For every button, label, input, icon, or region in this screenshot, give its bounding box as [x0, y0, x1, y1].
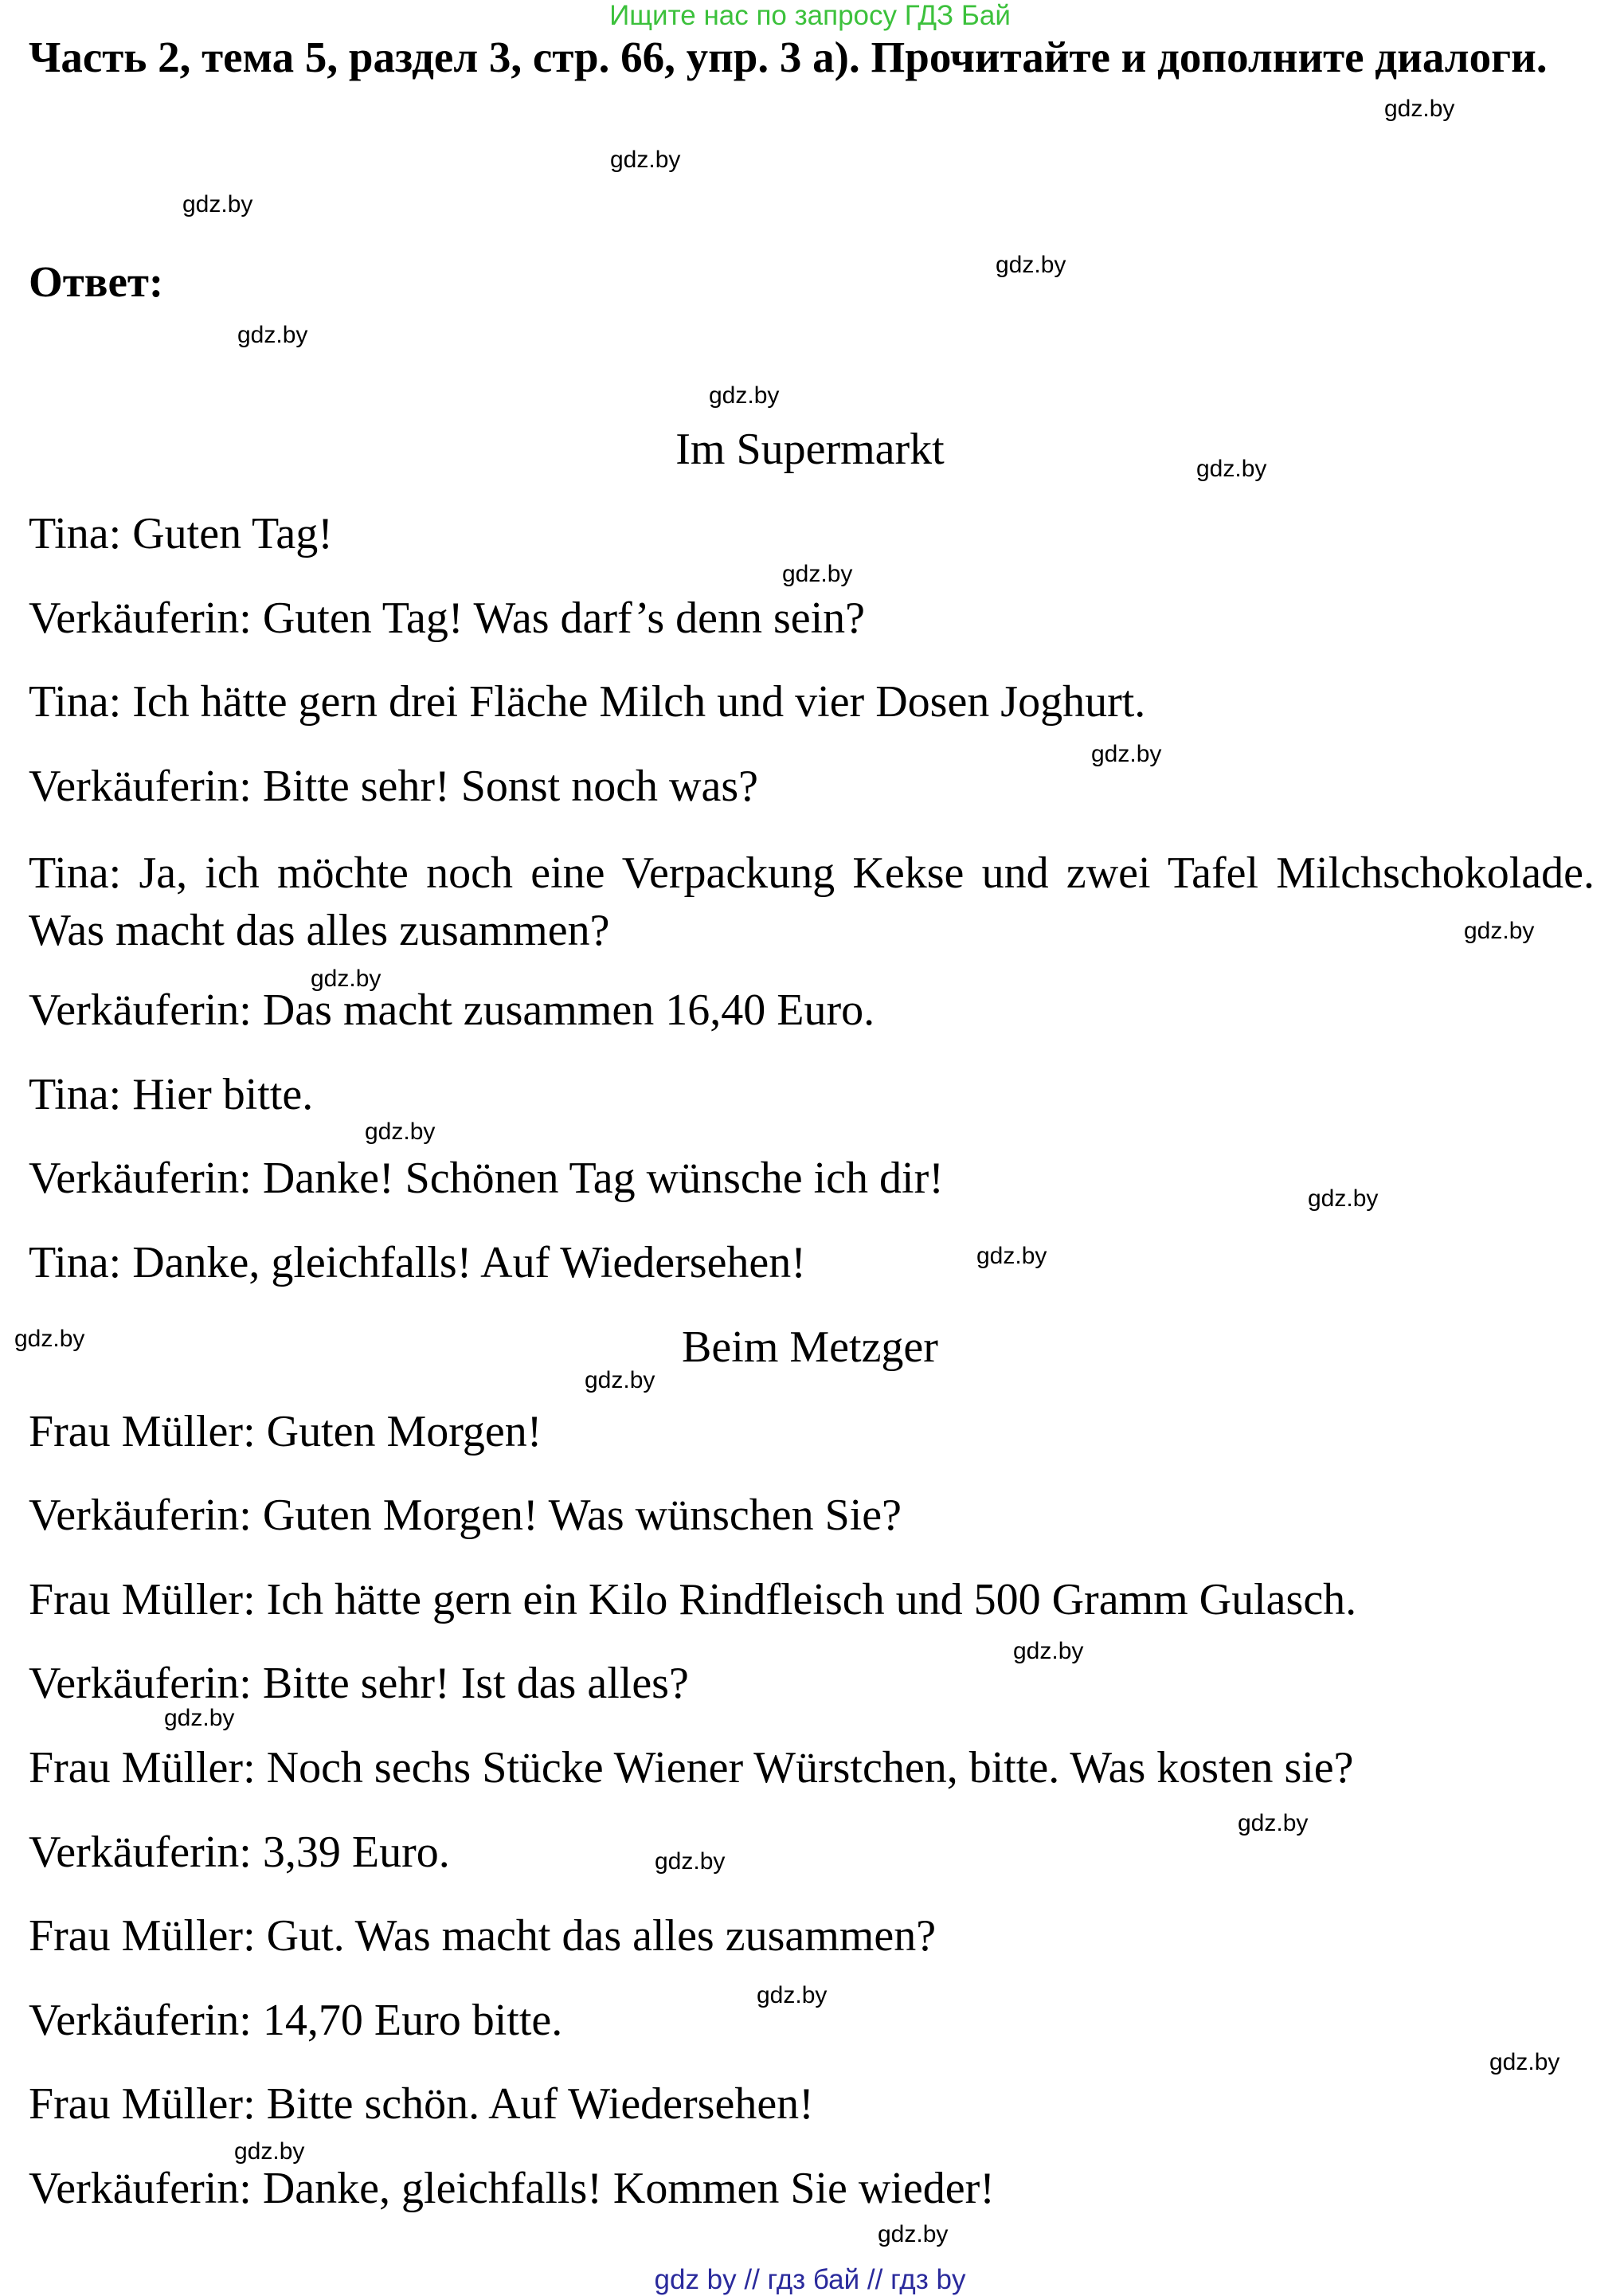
dialogue-line: Verkäuferin: Das macht zusammen 16,40 Euro.: [29, 985, 875, 1035]
dialogue-line: Frau Müller: Guten Morgen!: [29, 1407, 542, 1456]
dialogue-line: Verkäuferin: Guten Tag! Was darf’s denn sein?: [29, 594, 866, 643]
watermark: gdz.by: [585, 1367, 655, 1393]
dialogue-line: Verkäuferin: Bitte sehr! Ist das alles?: [29, 1659, 689, 1708]
watermark: gdz.by: [878, 2221, 949, 2247]
dialogue-line: Tina: Danke, gleichfalls! Auf Wiedersehen!: [29, 1238, 806, 1287]
dialogue-line: Frau Müller: Gut. Was macht das alles zusammen?: [29, 1911, 937, 1961]
watermark: gdz.by: [996, 252, 1066, 278]
dialogue-line: Verkäuferin: 14,70 Euro bitte.: [29, 1996, 563, 2045]
watermark: gdz.by: [709, 382, 780, 409]
dialogue-line: Verkäuferin: Bitte sehr! Sonst noch was?: [29, 762, 758, 811]
watermark: gdz.by: [365, 1119, 436, 1145]
dialogue-line: Verkäuferin: Danke, gleichfalls! Kommen Sie wieder!: [29, 2164, 995, 2213]
dialogue-line: Verkäuferin: 3,39 Euro.: [29, 1828, 450, 1877]
dialogue-line: Tina: Ja, ich möchte noch eine Verpackung Kekse und zwei Tafel Milchschokolade. Was macht das alles zusammen?: [29, 848, 1595, 955]
watermark: gdz.by: [1238, 1810, 1309, 1836]
watermark: gdz.by: [1013, 1638, 1084, 1664]
watermark: gdz.by: [14, 1326, 85, 1352]
watermark: gdz.by: [237, 322, 308, 348]
bottom-banner: gdz by // гдз бай // гдз by: [654, 2264, 966, 2295]
watermark: gdz.by: [1308, 1185, 1379, 1212]
watermark: gdz.by: [1384, 96, 1455, 122]
dialogue-line: Frau Müller: Noch sechs Stücke Wiener Würstchen, bitte. Was kosten sie?: [29, 1743, 1354, 1793]
dialogue-line: Tina: Hier bitte.: [29, 1070, 314, 1119]
dialogue-title-metzger: Beim Metzger: [682, 1322, 938, 1372]
dialogue-line: Verkäuferin: Guten Morgen! Was wünschen Sie?: [29, 1491, 902, 1540]
dialogue-line: Verkäuferin: Danke! Schönen Tag wünsche ich dir!: [29, 1154, 944, 1203]
watermark: gdz.by: [164, 1705, 235, 1731]
watermark: gdz.by: [1464, 918, 1535, 944]
watermark: gdz.by: [757, 1982, 828, 2008]
task-heading: Часть 2, тема 5, раздел 3, стр. 66, упр. 3 а). Прочитайте и дополните диалоги.: [29, 33, 1548, 81]
watermark: gdz.by: [782, 561, 853, 587]
dialogue-line: Tina: Ich hätte gern drei Fläche Milch und vier Dosen Joghurt.: [29, 677, 1146, 727]
watermark: gdz.by: [182, 191, 253, 217]
watermark: gdz.by: [311, 966, 382, 992]
top-banner: Ищите нас по запросу ГДЗ Бай: [609, 0, 1011, 31]
answer-label: Ответ:: [29, 257, 164, 306]
dialogue-title-supermarkt: Im Supermarkt: [675, 425, 945, 474]
watermark: gdz.by: [234, 2138, 305, 2165]
watermark: gdz.by: [1091, 741, 1162, 767]
watermark: gdz.by: [1196, 456, 1267, 482]
dialogue-line: Frau Müller: Ich hätte gern ein Kilo Rindfleisch und 500 Gramm Gulasch.: [29, 1575, 1357, 1624]
dialogue-line: Tina: Guten Tag!: [29, 509, 333, 558]
watermark: gdz.by: [976, 1243, 1047, 1269]
watermark: gdz.by: [610, 147, 681, 173]
watermark: gdz.by: [1489, 2049, 1560, 2075]
dialogue-line: Frau Müller: Bitte schön. Auf Wiedersehen!: [29, 2079, 814, 2129]
watermark: gdz.by: [655, 1848, 726, 1875]
